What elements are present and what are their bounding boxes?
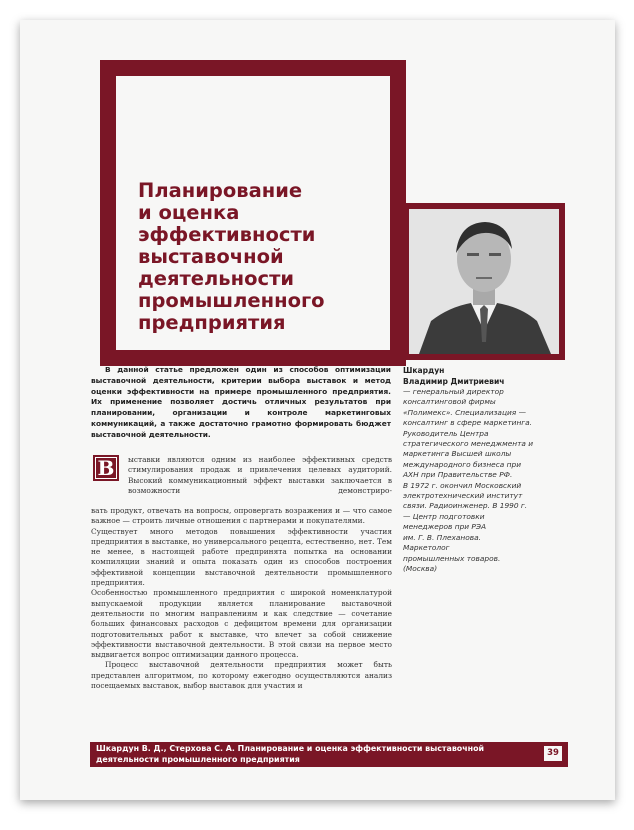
- body-column: [91, 506, 392, 691]
- author-bio: — генеральный директор консалтинговой фирмы «Полимекс». Специализация — консалтинг в сфере маркетинга. Руководитель Центра стратегического менеджмента и маркетинга Высшей школы международного бизнеса при АХН при Правительстве РФ. В 1972 г. окончил Московский электротехнический институт связи. Радиоинженер. В 1990 г. — Центр подготовки менеджеров при РЭА им. Г. В. Плеханова. Маркетолог промышленных товаров. (Москва): [403, 387, 534, 573]
- footer-bar: [90, 742, 568, 767]
- body-paragraph-3: Особенностью промышленного предприятия с широкой номенклатурой выпускаемой продукции является планирование выставочной деятельности по многим направлениям и как следствие — сочетание больших финансовых расходов с дефицитом времени для организации подготовительных работ к выставке, что влечет за собой снижение эффективности выставочной деятельности. В этой связи на первое место выдвигается вопрос оптимизации данного процесса.: [91, 588, 392, 660]
- body-paragraph-1-end: вать продукт, отвечать на вопросы, опровергать возражения и — что самое важное — строить личные отношения с партнерами и покупателями.: [91, 506, 392, 526]
- title-frame: [100, 60, 406, 366]
- page-number: 39: [544, 746, 562, 761]
- article-title: Планирование и оценка эффективности выставочной деятельности промышленного предприятия: [138, 179, 325, 334]
- drop-cap: В: [93, 455, 119, 481]
- body-paragraph-4: Процесс выставочной деятельности предприятия может быть представлен алгоритмом, по которому ежегодно осуществляются анализ посещаемых выставок, выбор выставок для участия и: [91, 660, 392, 691]
- footer-citation: Шкардун В. Д., Стерхова С. А. Планирование и оценка эффективности выставочной деятельности промышленного предприятия: [96, 744, 485, 764]
- author-portrait-image: [409, 209, 559, 354]
- body-paragraph-2: Существует много методов повышения эффективности участия предприятия в выставке, но универсального рецепта, естественно, нет. Тем не менее, в настоящей работе предпринята попытка на основании компиляции знаний и опыта показать один из способов построения эффективной концепции выставочной деятельности промышленного предприятия.: [91, 526, 392, 588]
- author-photo: [409, 209, 559, 354]
- author-photo-frame: [403, 203, 565, 360]
- author-name: Шкардун Владимир Дмитриевич: [403, 366, 505, 386]
- title-frame-inner: [114, 74, 392, 352]
- page: [20, 20, 615, 800]
- body-paragraph-1-start: ыставки являются одним из наиболее эффективных средств стимулирования продаж и привлечения целевых аудиторий. Высокий коммуникационный эффект выставки заключается в возможности демонстриро-: [128, 455, 392, 495]
- article-lead: В данной статье предложен один из способов оптимизации выставочной деятельности, критерии выбора выставок и метод оценки эффективности на примере промышленного предприятия. Их применение позволяет достичь отличных результатов при планировании, организации и контроле маркетинговых коммуникаций, а также достаточно грамотно формировать бюджет выставочной деятельности.: [91, 365, 391, 439]
